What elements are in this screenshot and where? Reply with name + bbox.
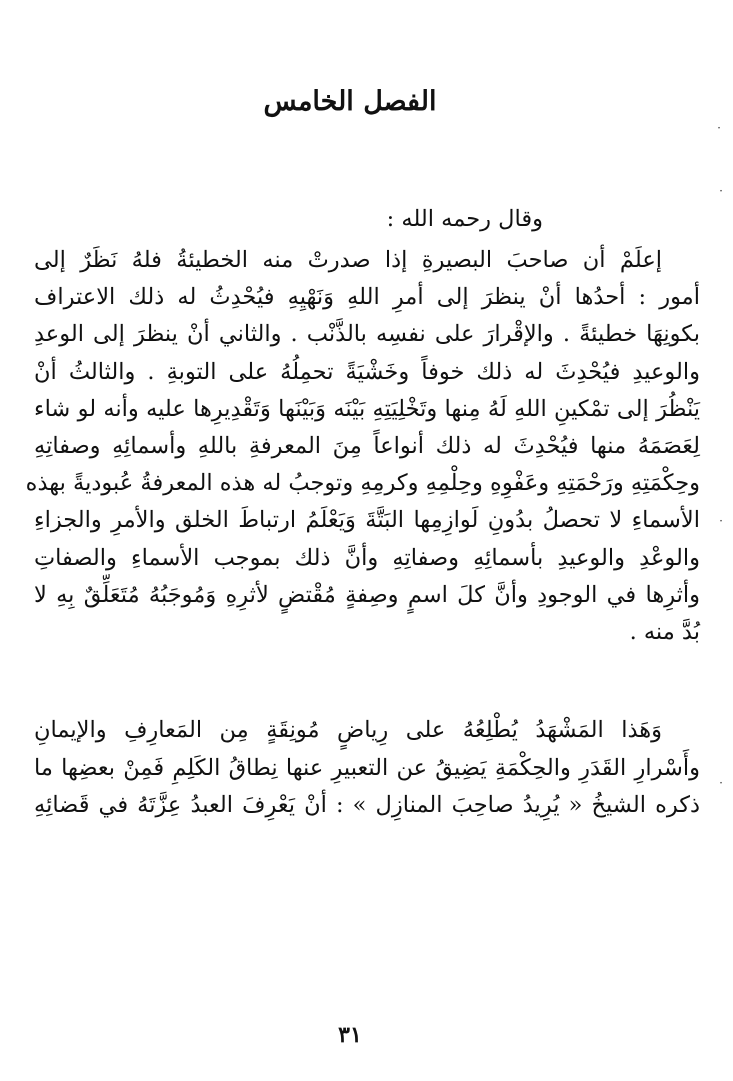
chapter-title: الفصل الخامس [263, 86, 437, 118]
paragraph-line: بكونِهَا خطيئةً . والإقْرارَ على نفسِه بالذَّنْب . والثاني أنْ ينظرَ إلى الوعدِ [34, 321, 700, 348]
intro-line: وقال رحمه الله : [386, 206, 543, 232]
paragraph-line: بُدَّ منه . [629, 619, 700, 646]
paragraph-line: لِعَصَمَهُ منها فيُحْدِثَ له ذلك أنواعاً مِنَ المعرفةِ باللهِ وأسمائِهِ وصفاتِهِ [34, 433, 700, 460]
paragraph-line: إعلَمْ أن صاحبَ البصيرةِ إذا صدرتْ منه الخطيئةُ فلهُ نَظَرٌ إلى [34, 247, 662, 273]
scan-speck: · [719, 184, 723, 198]
scan-speck: · [717, 121, 721, 135]
paragraph-line: يَنْظُرَ إلى تمْكينِ اللهِ لَهُ مِنها وتَخْلِيَتِهِ بَيْنَه وَبَيْنَها وَتَقْدِيرِها عليه وأنه لو شاء [34, 395, 700, 422]
paragraph-line: أمور : أحدُها أنْ ينظرَ إلى أمرِ اللهِ وَنَهْيِهِ فيُحْدِثُ له ذلك الاعتراف [34, 284, 700, 311]
paragraph-line: والوعيدِ فيُحْدِثَ له ذلك خوفاً وخَشْيَةً تحمِلُهُ على التوبةِ . والثالثُ أنْ [34, 358, 700, 385]
paragraph-1 [25, 242, 700, 651]
paragraph-line: وحِكْمَتِهِ ورَحْمَتِهِ وعَفْوِهِ وحِلْمِهِ وكرمِهِ وتوجبُ له هذه المعرفةُ عُبوديةً بهذه [25, 470, 700, 497]
paragraph-line: وَهَذا المَشْهَدُ يُطْلِعُهُ على رِياضٍ مُونِقَةٍ مِن المَعارِفِ والإيمانِ [34, 717, 662, 743]
scan-speck: · [719, 514, 723, 528]
paragraph-line: وأَسْرارِ القَدَرِ والحِكْمَةِ يَضِيقُ عن التعبيرِ عنها نِطاقُ الكَلِمِ فَمِنْ بعضِها ما [34, 754, 700, 781]
scan-speck: · [719, 776, 723, 790]
page-number: ٣١ [338, 1022, 362, 1048]
paragraph-line: وأثرِها في الوجودِ وأنَّ كلَ اسمٍ وصِفةٍ مُقْتضٍ لأثرِهِ وَمُوجَبُهُ مُتَعَلِّقٌ بِهِ لا [34, 581, 700, 608]
paragraph-line: ذكره الشيخُ « يُرِيدُ صاحِبَ المنازِل » : أنْ يَعْرِفَ العبدُ عِزَّتَهُ في قَضائِهِ [34, 792, 700, 818]
paragraph-line: والوعْدِ والوعيدِ بأسمائِهِ وصفاتِهِ وأنَّ ذلك بموجب الأسماءِ والصفاتِ [34, 544, 700, 571]
paragraph-2 [34, 712, 700, 825]
paragraph-line: الأسماءِ لا تحصلُ بدُونِ لَوازِمِها البَتَّةَ وَيَعْلَمُ ارتباطَ الخلق والأمرِ والجزاءِ [34, 507, 700, 534]
